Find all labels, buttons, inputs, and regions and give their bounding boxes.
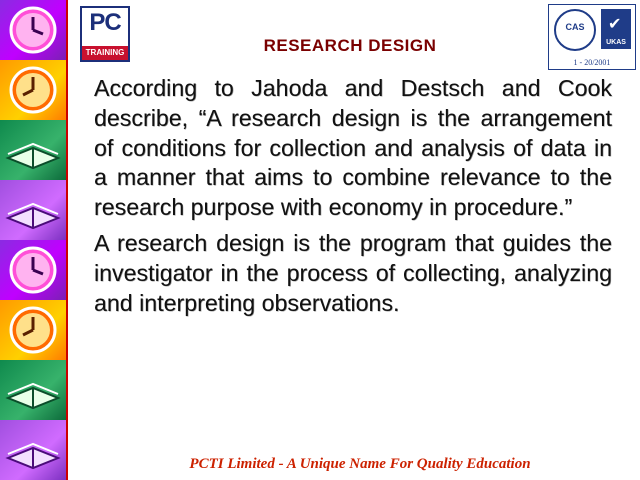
paragraph-definition: According to Jahoda and Destsch and Cook describe, “A research design is the arrangement of conditions for collection and analysis of data in a manner that aims to combine relevance to the research purpose with economy in procedure.” (94, 75, 612, 221)
footer-tagline: PCTI Limited - A Unique Name For Quality Education (189, 456, 531, 472)
seal-text: CAS (565, 22, 585, 32)
clock-icon (0, 240, 66, 300)
open-book-icon (0, 180, 66, 240)
book-tile (0, 120, 66, 180)
ukas-label: UKAS (606, 39, 626, 46)
certificate-number: 1 - 20/2001 (573, 58, 611, 67)
open-book-icon (0, 120, 66, 180)
ukas-mark (601, 9, 631, 49)
slide-title: RESEARCH DESIGN (263, 36, 437, 55)
clock-icon (0, 300, 66, 360)
certification-badge (548, 4, 636, 70)
pc-training-logo (80, 6, 130, 62)
paragraph-program: A research design is the program that guides the investigator in the process of collecting, analyzing and interpreting observations. (94, 229, 612, 316)
logo-subtitle: TRAINING (82, 46, 128, 60)
vertical-divider (66, 0, 68, 480)
clock-tile (0, 0, 66, 60)
clock-tile (0, 240, 66, 300)
decorative-side-strip (0, 0, 66, 480)
clock-tile (0, 300, 66, 360)
clock-icon (0, 60, 66, 120)
open-book-icon (0, 420, 66, 480)
iso-seal-icon (554, 9, 596, 51)
book-tile (0, 180, 66, 240)
book-tile (0, 420, 66, 480)
slide-body (94, 74, 612, 324)
clock-tile (0, 60, 66, 120)
open-book-icon (0, 360, 66, 420)
crown-check-icon: ✔ (608, 14, 622, 33)
logo-name: PC (89, 9, 121, 36)
book-tile (0, 360, 66, 420)
clock-icon (0, 0, 66, 60)
